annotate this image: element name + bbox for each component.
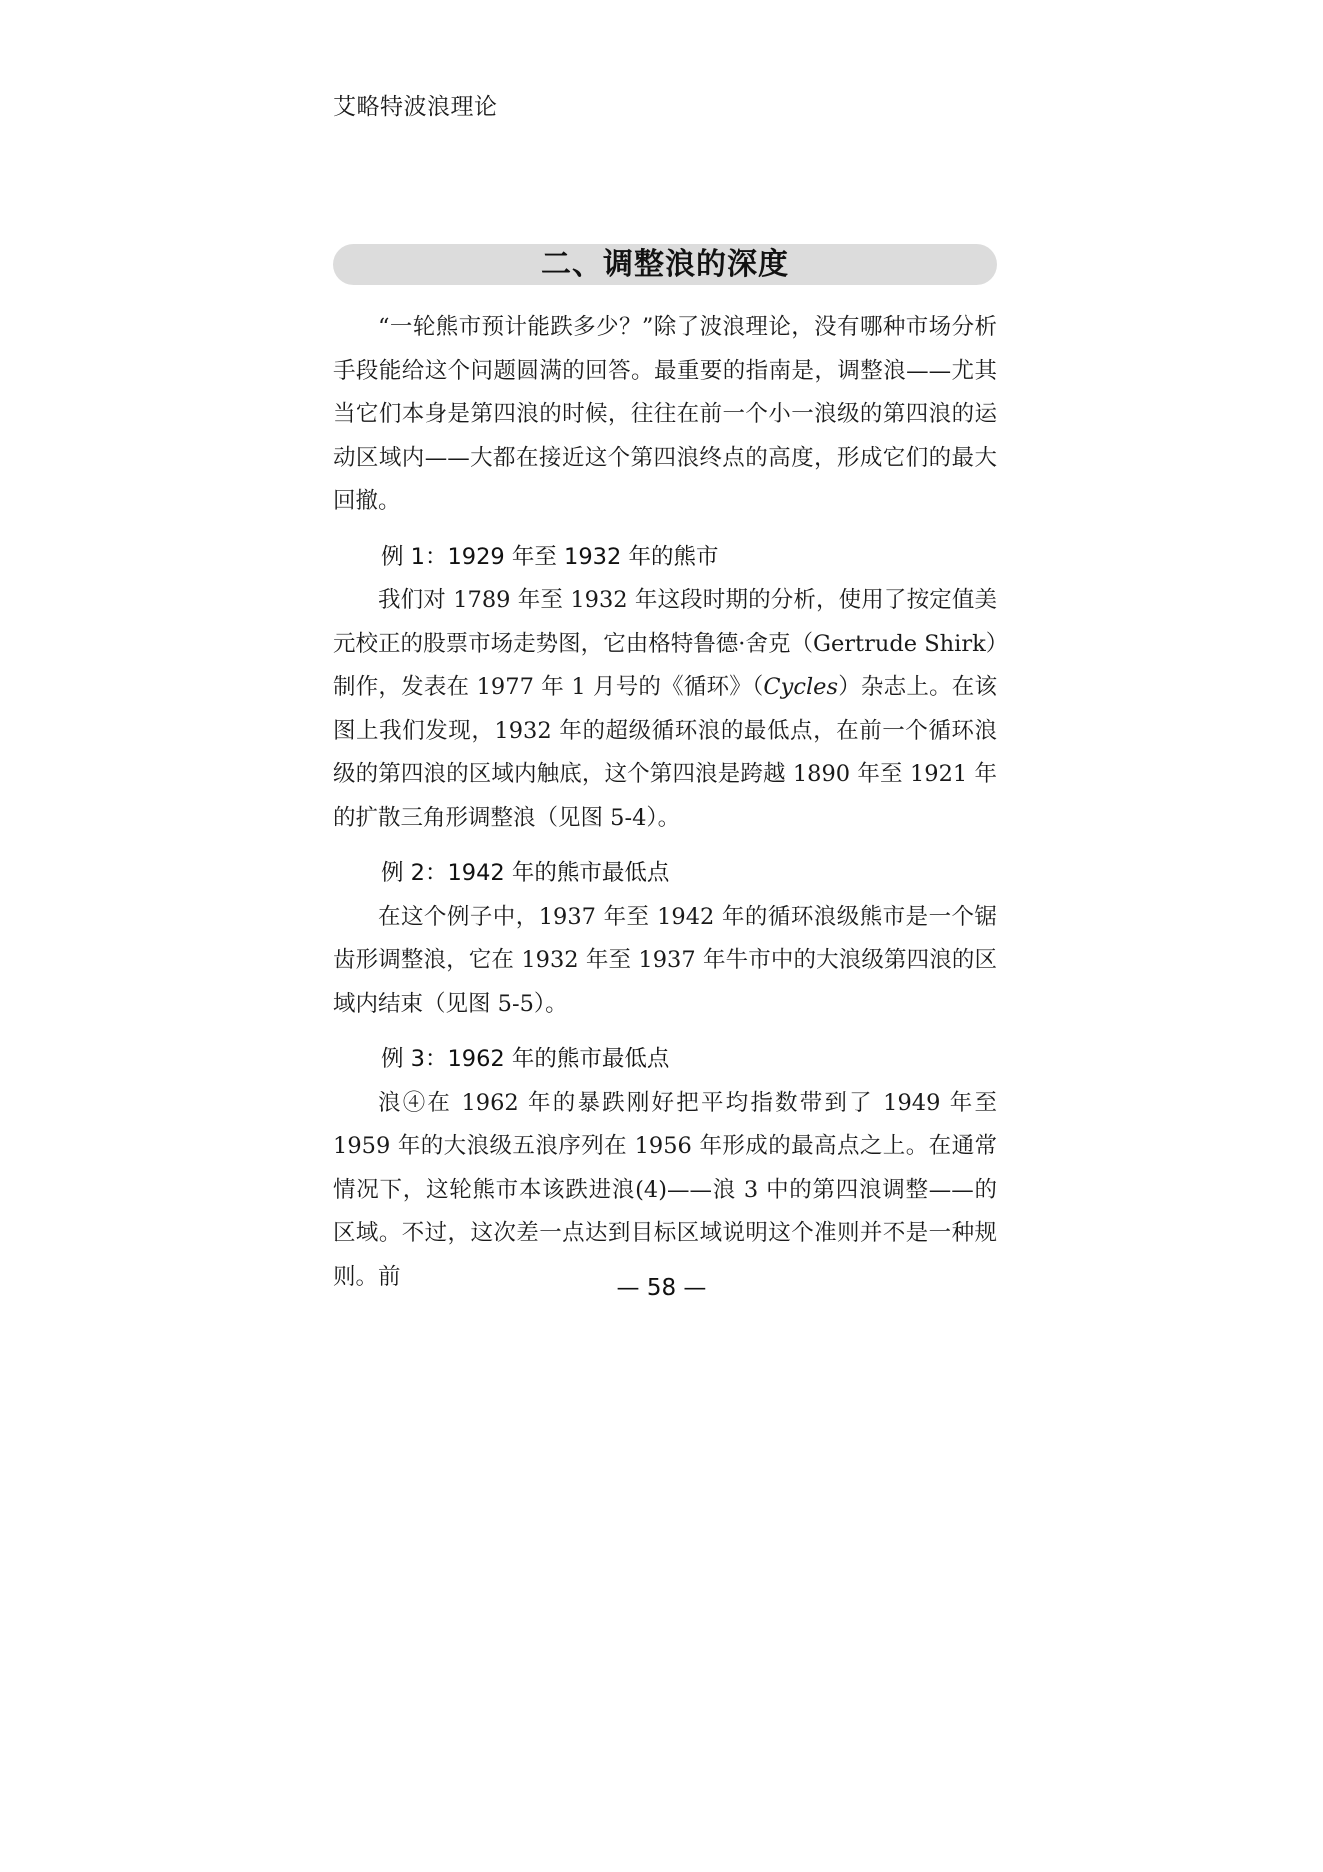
example-1-text-before: 我们对 1789 年至 1932 年这段时期的分析，使用了按定值美元校正的股票市场走势图，它由格特鲁德·舍克（Gertrude Shirk）制作，发表在 1977 年 1 月号的《循环》（: [333, 587, 997, 700]
example-2-heading: 例 2：1942 年的熊市最低点: [381, 860, 670, 886]
running-head: 艾略特波浪理论: [333, 94, 498, 120]
example-2-paragraph: 在这个例子中，1937 年至 1942 年的循环浪级熊市是一个锯齿形调整浪，它在 1932 年至 1937 年牛市中的大浪级第四浪的区域内结束（见图 5-5）。: [333, 903, 997, 1017]
example-1-heading: 例 1：1929 年至 1932 年的熊市: [381, 543, 719, 570]
body-content: [333, 306, 997, 1299]
intro-paragraph: “一轮熊市预计能跌多少？”除了波浪理论，没有哪种市场分析手段能给这个问题圆满的回答。最重要的指南是，调整浪——尤其当它们本身是第四浪的时候，往往在前一个小一浪级的第四浪的运动区域内——大都在接近这个第四浪终点的高度，形成它们的最大回撤。: [333, 314, 997, 514]
example-1-italic-term: Cycles: [763, 674, 839, 700]
example-1-text-after: ）杂志上。在该图上我们发现，1932 年的超级循环浪的最低点，在前一个循环浪级的第四浪的区域内触底，这个第四浪是跨越 1890 年至 1921 年的扩散三角形调整浪（见图 5-4）。: [333, 674, 997, 831]
section-title-bar: [333, 244, 997, 285]
example-3-heading: 例 3：1962 年的熊市最低点: [381, 1046, 670, 1072]
section-title: 二、调整浪的深度: [541, 247, 789, 282]
example-1-paragraph: [333, 579, 997, 840]
example-3-paragraph: 浪④在 1962 年的暴跌刚好把平均指数带到了 1949 年至 1959 年的大浪级五浪序列在 1956 年形成的最高点之上。在通常情况下，这轮熊市本该跌进浪(4)——浪 3 中的第四浪调整——的区域。不过，这次差一点达到目标区域说明这个准则并不是一种规则。前: [333, 1089, 997, 1290]
page-number: — 58 —: [616, 1275, 707, 1301]
